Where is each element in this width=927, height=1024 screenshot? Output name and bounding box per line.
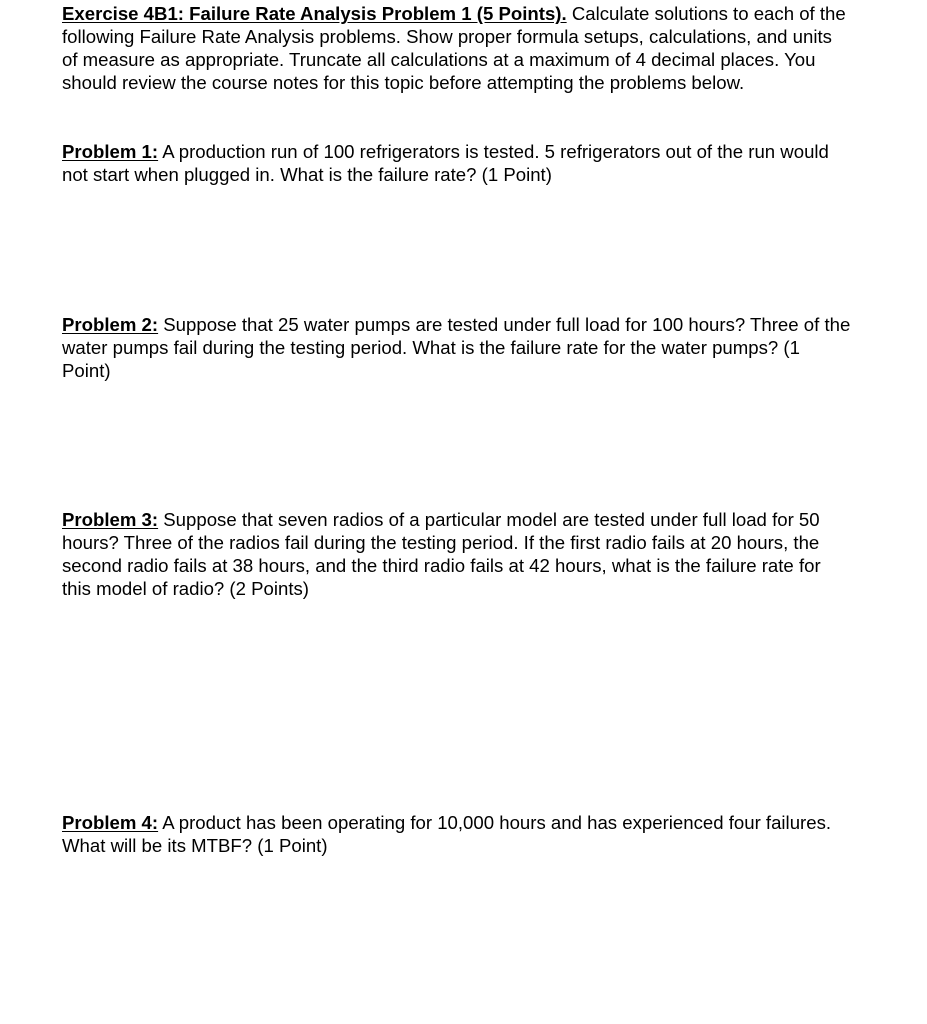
exercise-heading: Exercise 4B1: Failure Rate Analysis Problem 1 (5 Points). — [62, 3, 567, 24]
problem-3-label: Problem 3: — [62, 509, 159, 530]
problem-4 — [62, 811, 852, 857]
problem-1-label: Problem 1: — [62, 141, 159, 162]
problem-3 — [62, 508, 852, 600]
problem-2-text: Suppose that 25 water pumps are tested under full load for 100 hours? Three of the water pumps fail during the testing period. What is the failure rate for the water pumps? (1 Point) — [62, 314, 851, 381]
problem-4-text: A product has been operating for 10,000 hours and has experienced four failures. What will be its MTBF? (1 Point) — [62, 812, 832, 856]
problem-1-text: A production run of 100 refrigerators is tested. 5 refrigerators out of the run would not start when plugged in. What is the failure rate? (1 Point) — [62, 141, 829, 185]
problem-2-label: Problem 2: — [62, 314, 159, 335]
exercise-intro — [62, 2, 852, 94]
problem-2 — [62, 313, 852, 382]
problem-3-text: Suppose that seven radios of a particular model are tested under full load for 50 hours? Three of the radios fail during the testing period. If the first radio fails at 20 hours, the second radio fails at 38 hours, and the third radio fails at 42 hours, what is the failure rate for this model of radio? (2 Points) — [62, 509, 821, 599]
problem-4-label: Problem 4: — [62, 812, 159, 833]
problem-1 — [62, 140, 852, 186]
exercise-instructions: Calculate solutions to each of the following Failure Rate Analysis problems. Show proper formula setups, calculations, and units of measure as appropriate. Truncate all calculations at a maximum of 4 decimal places. You should review the course notes for this topic before attempting the problems below. — [62, 3, 846, 93]
